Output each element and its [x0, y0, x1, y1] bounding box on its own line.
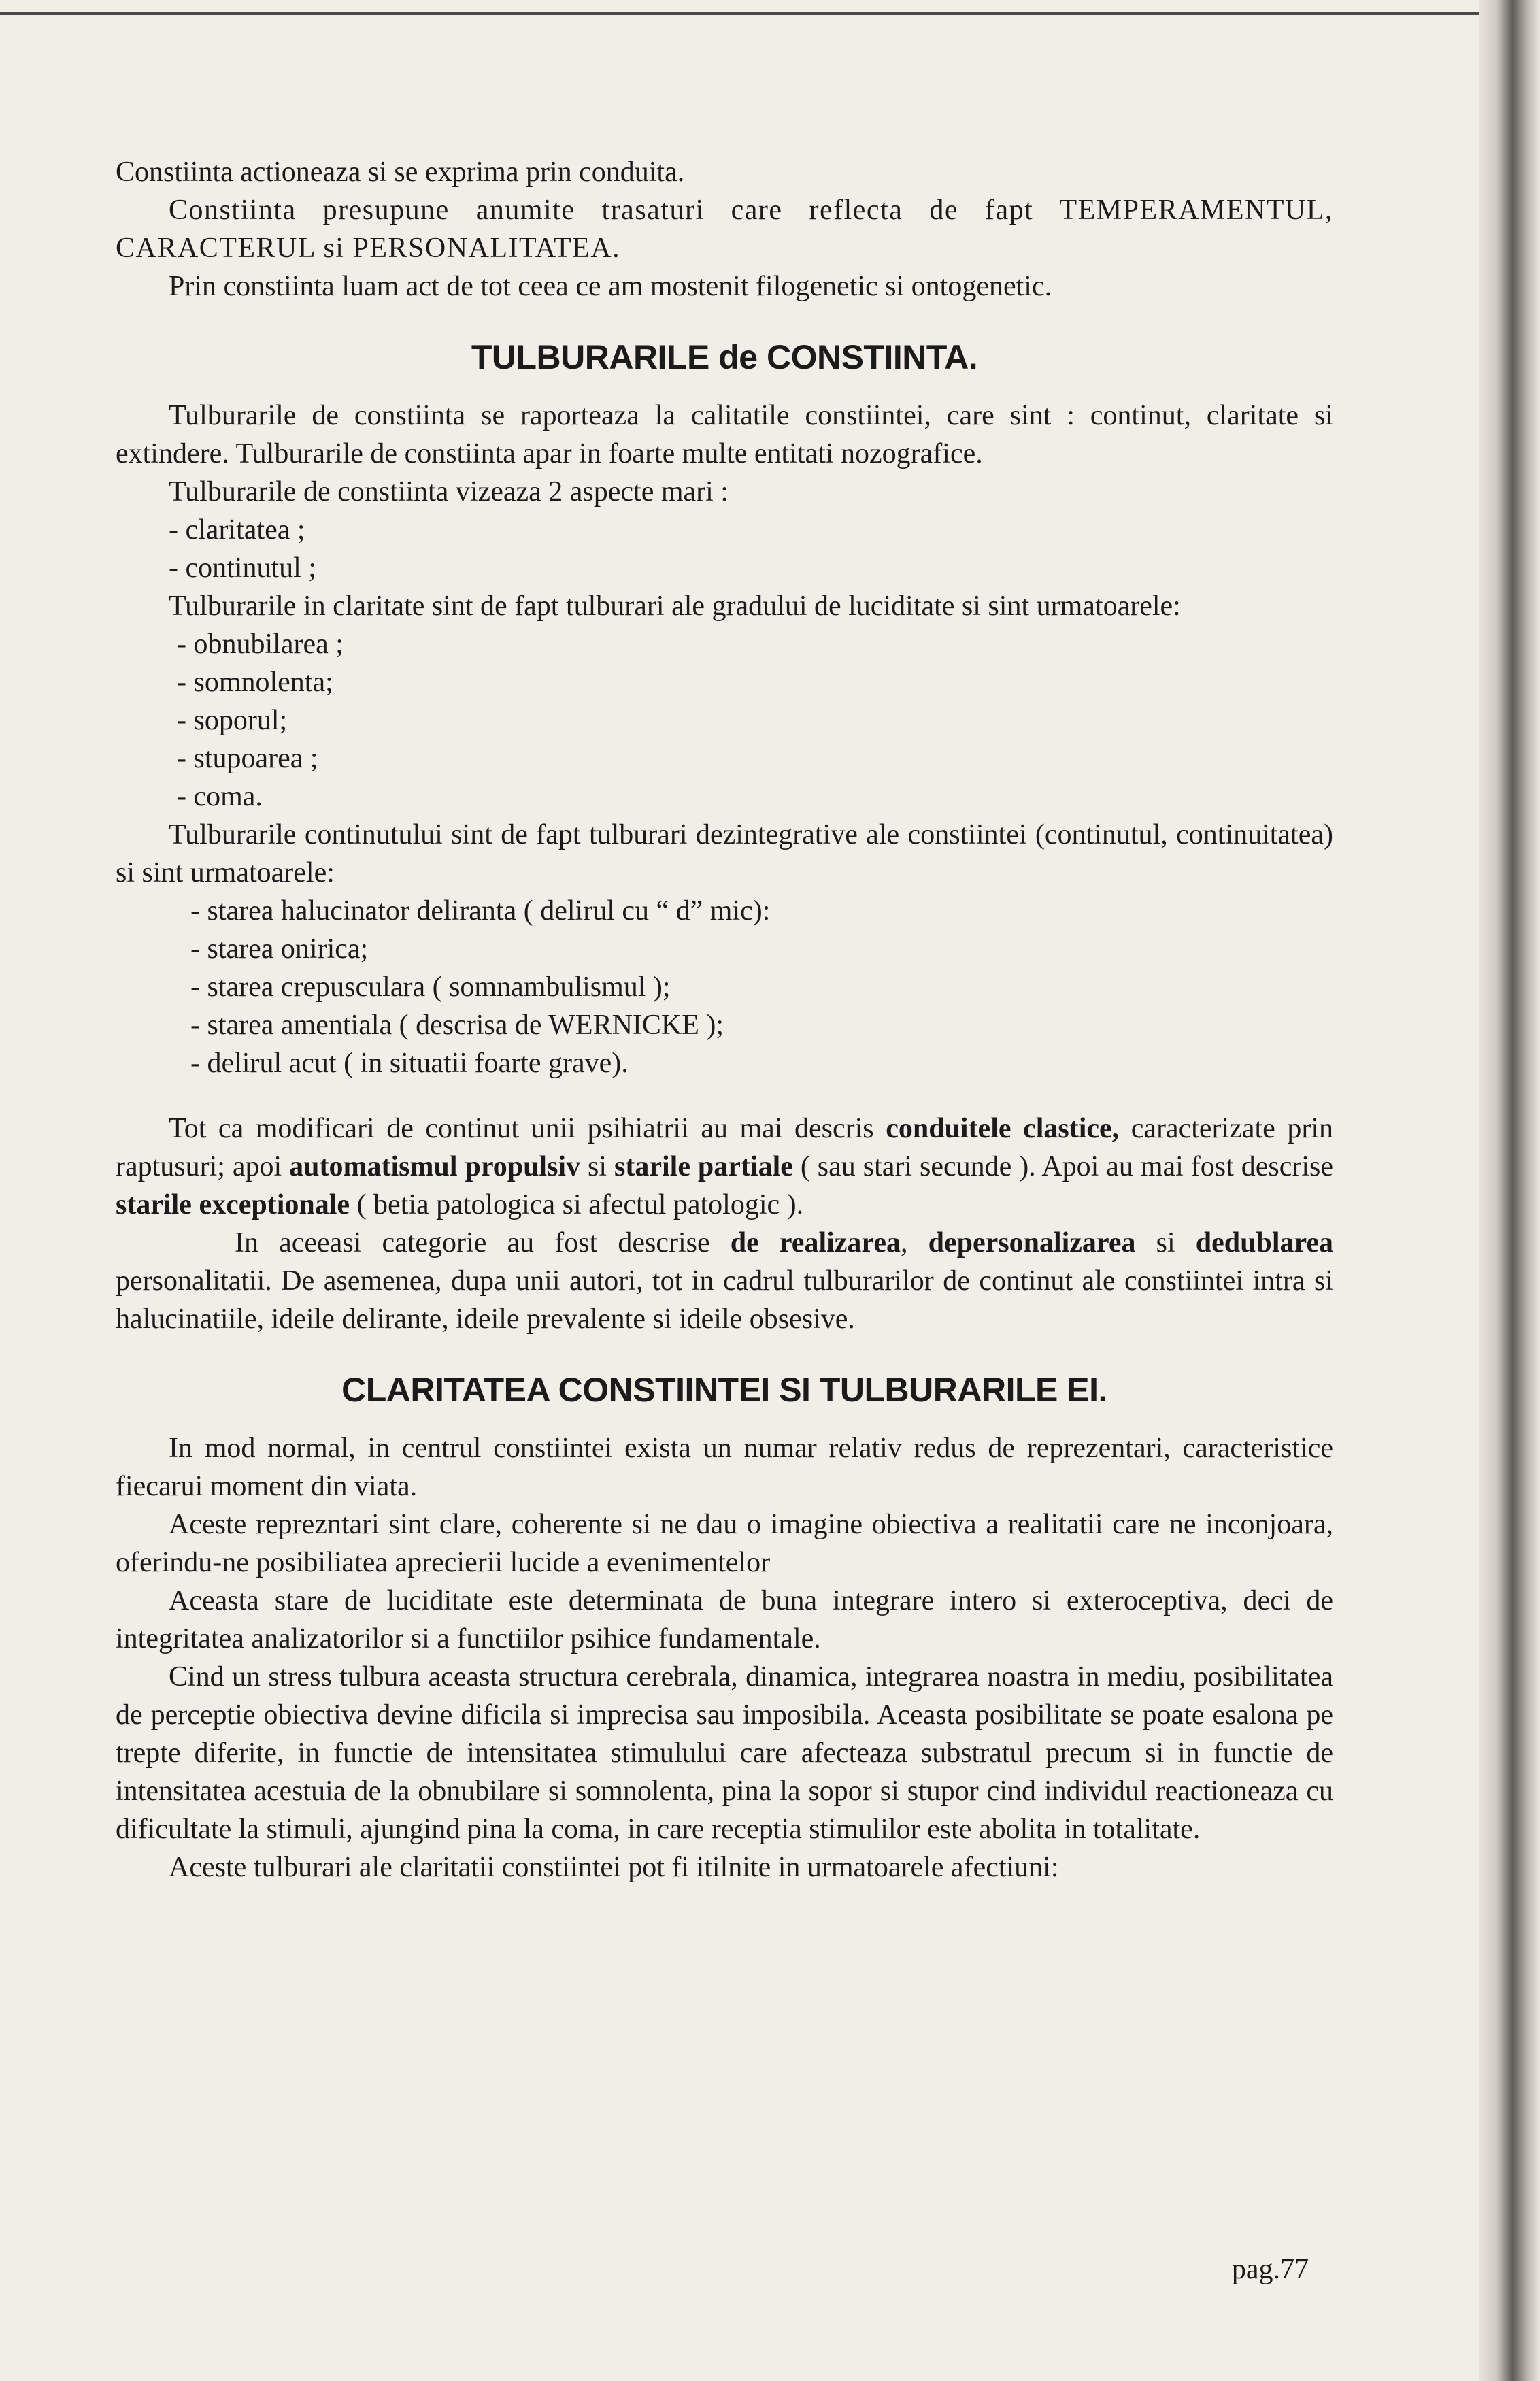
s1-paragraph-1: Tulburarile de constiinta se raporteaza la calitatile constiintei, care sint : continut, claritate si extindere. Tulburarile de constiinta apar in foarte multe entitati nozografice.: [116, 400, 1333, 469]
text-run: personalitatii. De asemenea, dupa unii autori, tot in cadrul tulburarilor de continut ale constiintei intra si halucinatiile, ideile delirante, ideile prevalente si ideile obsesive.: [116, 1265, 1333, 1335]
text-run: caracterizate prin raptusuri; apoi: [116, 1113, 1333, 1182]
text-run: si: [580, 1151, 615, 1182]
content-list: [116, 892, 1333, 1082]
aspects-list: [116, 511, 1333, 587]
s1-paragraph-5: [116, 1110, 1333, 1224]
list-item: - continutul ;: [169, 552, 316, 584]
s1-paragraph-4: Tulburarile continutului sint de fapt tulburari dezintegrative ale constiintei (continutul, continuitatea) si sint urmatoarele:: [116, 819, 1333, 888]
list-item: - somnolenta;: [177, 667, 333, 698]
s1-paragraph-3: Tulburarile in claritate sint de fapt tulburari ale gradului de luciditate si sint urmatoarele:: [169, 590, 1181, 622]
s2-paragraph-1: In mod normal, in centrul constiintei exista un numar relativ redus de reprezentari, caracteristice fiecarui moment din viata.: [116, 1433, 1333, 1502]
page-binding-edge: [1479, 0, 1540, 2381]
list-item: - claritatea ;: [169, 514, 305, 546]
list-item: - starea halucinator deliranta ( delirul cu “ d” mic):: [190, 895, 771, 927]
bold-term: de realizarea: [730, 1227, 901, 1259]
text-run: ,: [900, 1227, 928, 1259]
list-item: - starea crepusculara ( somnambulismul );: [190, 971, 671, 1003]
bold-term: starile exceptionale: [116, 1189, 350, 1220]
clarity-list: [116, 625, 1333, 816]
list-item: - soporul;: [177, 705, 288, 736]
list-item: - obnubilarea ;: [177, 629, 344, 660]
s2-paragraph-3: Aceasta stare de luciditate este determinata de buna integrare intero si exteroceptiva, deci de integritatea analizatorilor si a functiilor psihice fundamentale.: [116, 1585, 1333, 1654]
section-heading-tulburarile: TULBURARILE de CONSTIINTA.: [471, 338, 978, 376]
bold-term: starile partiale: [614, 1151, 793, 1182]
spacer: [116, 1082, 1333, 1110]
s2-paragraph-4: Cind un stress tulbura aceasta structura cerebrala, dinamica, integrarea noastra in mediu, posibilitatea de perceptie obiectiva devine dificila si imprecisa sau imposibila. Aceasta posibilitate se poate esalona pe trepte diferite, in functie de intensitatea stimulului care afecteaza substratul precum si in functie de intensitatea acestuia de la obnubilare si somnolenta, pina la sopor si stupor cind individul reactioneaza cu dificultate la stimuli, ajungind pina la coma, in care receptia stimulilor este abolita in totalitate.: [116, 1661, 1333, 1845]
s1-paragraph-2: Tulburarile de constiinta vizeaza 2 aspecte mari :: [169, 476, 729, 507]
text-run: si: [1135, 1227, 1196, 1259]
top-rule: [0, 12, 1496, 15]
list-item: - stupoarea ;: [177, 743, 318, 774]
list-item: - delirul acut ( in situatii foarte grave).: [190, 1048, 629, 1079]
intro-line-1: Constiinta actioneaza si se exprima prin conduita.: [116, 156, 685, 188]
s1-paragraph-6: [116, 1224, 1333, 1338]
page-number: pag.77: [1231, 2254, 1309, 2285]
list-item: - starea amentiala ( descrisa de WERNICKE );: [190, 1010, 724, 1041]
intro-line-2: Constiinta presupune anumite trasaturi care reflecta de fapt TEMPERAMENTUL, CARACTERUL si PERSONALITATEA.: [116, 195, 1333, 264]
text-run: ( betia patologica si afectul patologic ).: [350, 1189, 804, 1220]
bold-term: depersonalizarea: [928, 1227, 1136, 1259]
list-item: - coma.: [177, 781, 263, 812]
text-run: Tot ca modificari de continut unii psihiatrii au mai descris: [169, 1113, 886, 1144]
page-content: [116, 153, 1333, 1886]
section-heading-claritatea: CLARITATEA CONSTIINTEI SI TULBURARILE EI.: [341, 1371, 1107, 1409]
bold-term: automatismul propulsiv: [289, 1151, 581, 1182]
intro-line-3: Prin constiinta luam act de tot ceea ce am mostenit filogenetic si ontogenetic.: [169, 271, 1052, 302]
bold-term: conduitele clastice,: [886, 1113, 1120, 1144]
text-run: In aceeasi categorie au fost descrise: [235, 1227, 731, 1259]
s2-paragraph-2: Aceste reprezntari sint clare, coherente si ne dau o imagine obiectiva a realitatii care ne inconjoara, oferindu-ne posibiliatea aprecierii lucide a evenimentelor: [116, 1509, 1333, 1578]
s2-paragraph-5: Aceste tulburari ale claritatii constiintei pot fi itilnite in urmatoarele afectiuni:: [169, 1852, 1059, 1883]
bold-term: dedublarea: [1195, 1227, 1334, 1259]
list-item: - starea onirica;: [190, 933, 369, 965]
text-run: ( sau stari secunde ). Apoi au mai fost descrise: [792, 1151, 1333, 1182]
